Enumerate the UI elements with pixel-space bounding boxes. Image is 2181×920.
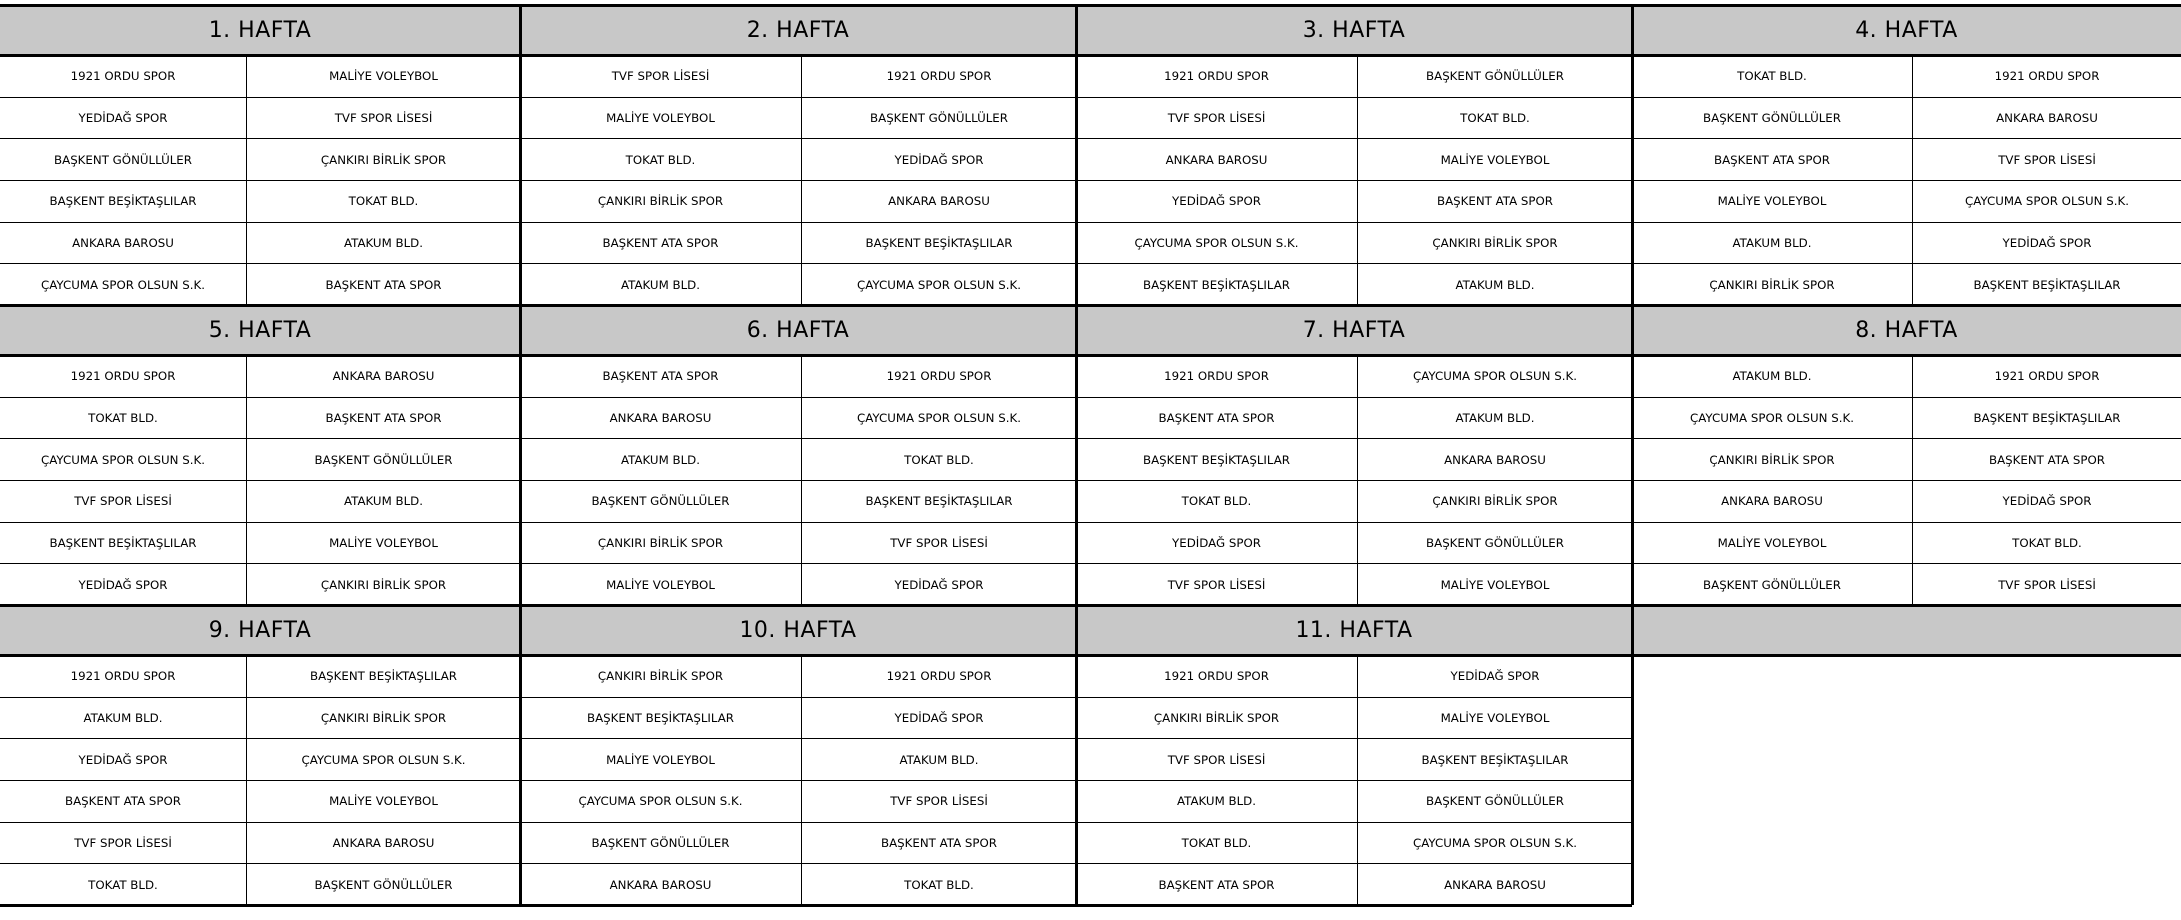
week-block [1076, 5, 1632, 305]
away-team: ANKARA BAROSU [1357, 439, 1632, 480]
grid-divider-horizontal [0, 904, 1632, 907]
fixture-grid [0, 5, 2181, 905]
match-row [1632, 55, 2181, 97]
home-team: BAŞKENT BEŞİKTAŞLILAR [1143, 277, 1290, 292]
match-row [520, 780, 1076, 822]
match-row [520, 480, 1076, 522]
home-team: ANKARA BAROSU [1165, 152, 1268, 167]
away-team: TVF SPOR LİSESİ [801, 781, 1076, 822]
away-team: ÇANKIRI BİRLİK SPOR [1357, 481, 1632, 522]
home-team: BAŞKENT GÖNÜLLÜLER [54, 152, 192, 167]
home-team: ÇAYCUMA SPOR OLSUN S.K. [1134, 235, 1299, 250]
match-row [520, 655, 1076, 697]
match-row [1632, 263, 2181, 305]
home-team: 1921 ORDU SPOR [1164, 369, 1269, 384]
match-row [1632, 355, 2181, 397]
away-team: ÇAYCUMA SPOR OLSUN S.K. [1357, 356, 1632, 397]
away-team: BAŞKENT GÖNÜLLÜLER [246, 439, 520, 480]
match-row [1632, 522, 2181, 564]
home-team: TVF SPOR LİSESİ [74, 494, 172, 509]
home-team: TVF SPOR LİSESİ [1167, 752, 1266, 767]
home-team: BAŞKENT ATA SPOR [1158, 410, 1275, 425]
away-team: MALİYE VOLEYBOL [246, 781, 520, 822]
away-team: ATAKUM BLD. [246, 223, 520, 264]
away-team: ATAKUM BLD. [801, 739, 1076, 780]
match-row [0, 180, 520, 222]
week-block [520, 605, 1076, 905]
home-team: TOKAT BLD. [88, 877, 158, 892]
home-team: ÇAYCUMA SPOR OLSUN S.K. [1690, 410, 1854, 425]
home-team: BAŞKENT ATA SPOR [602, 369, 719, 384]
home-team: ÇANKIRI BİRLİK SPOR [1709, 452, 1835, 467]
match-row [520, 522, 1076, 564]
away-team: ÇAYCUMA SPOR OLSUN S.K. [801, 398, 1076, 439]
away-team: 1921 ORDU SPOR [1912, 56, 2181, 97]
home-team: TVF SPOR LİSESİ [611, 69, 710, 84]
grid-divider-horizontal [0, 54, 2181, 57]
away-team: ÇAYCUMA SPOR OLSUN S.K. [801, 264, 1076, 305]
away-team: ÇAYCUMA SPOR OLSUN S.K. [1357, 823, 1632, 864]
match-row [0, 355, 520, 397]
grid-divider-vertical [1075, 5, 1078, 905]
away-team: BAŞKENT BEŞİKTAŞLILAR [801, 223, 1076, 264]
match-row [0, 138, 520, 180]
home-team: BAŞKENT ATA SPOR [1714, 152, 1830, 167]
week-title: 8. HAFTA [1632, 305, 2181, 355]
match-row [1632, 438, 2181, 480]
home-team: ATAKUM BLD. [1177, 794, 1256, 809]
grid-divider-vertical [1631, 5, 1634, 905]
match-row [0, 263, 520, 305]
match-row [520, 697, 1076, 739]
home-team: BAŞKENT ATA SPOR [602, 235, 719, 250]
away-team: MALİYE VOLEYBOL [1357, 139, 1632, 180]
match-row [1076, 697, 1632, 739]
week-title: 6. HAFTA [520, 305, 1076, 355]
away-team: BAŞKENT ATA SPOR [246, 264, 520, 305]
empty-header-cell [1632, 605, 2181, 655]
away-team: TVF SPOR LİSESİ [801, 523, 1076, 564]
match-row [520, 397, 1076, 439]
away-team: BAŞKENT GÖNÜLLÜLER [1357, 523, 1632, 564]
match-row [1076, 780, 1632, 822]
home-team: TOKAT BLD. [1181, 835, 1252, 850]
match-row [1076, 480, 1632, 522]
away-team: MALİYE VOLEYBOL [246, 56, 520, 97]
home-team: BAŞKENT ATA SPOR [1158, 877, 1275, 892]
away-team: ATAKUM BLD. [1357, 398, 1632, 439]
match-row [1632, 97, 2181, 139]
match-row [0, 655, 520, 697]
match-row [1632, 180, 2181, 222]
away-team: ANKARA BAROSU [1357, 864, 1632, 905]
home-team: BAŞKENT BEŞİKTAŞLILAR [49, 194, 197, 209]
home-team: YEDİDAĞ SPOR [78, 577, 168, 592]
away-team: TOKAT BLD. [1357, 98, 1632, 139]
match-row [520, 97, 1076, 139]
week-block [1076, 305, 1632, 605]
away-team: TOKAT BLD. [801, 864, 1076, 905]
match-row [0, 563, 520, 605]
home-team: BAŞKENT BEŞİKTAŞLILAR [587, 710, 734, 725]
week-block [1076, 605, 1632, 905]
match-row [520, 438, 1076, 480]
match-row [520, 138, 1076, 180]
match-row [1632, 222, 2181, 264]
away-team: BAŞKENT BEŞİKTAŞLILAR [801, 481, 1076, 522]
away-team: YEDİDAĞ SPOR [1912, 481, 2181, 522]
match-row [1076, 263, 1632, 305]
week-block [1632, 5, 2181, 305]
away-team: BAŞKENT GÖNÜLLÜLER [1357, 56, 1632, 97]
match-row [1076, 522, 1632, 564]
home-team: TVF SPOR LİSESİ [1167, 110, 1266, 125]
week-title: 7. HAFTA [1076, 305, 1632, 355]
home-team: BAŞKENT GÖNÜLLÜLER [591, 494, 730, 509]
away-team: ATAKUM BLD. [1357, 264, 1632, 305]
away-team: ANKARA BAROSU [246, 356, 520, 397]
away-team: 1921 ORDU SPOR [801, 356, 1076, 397]
away-team: BAŞKENT ATA SPOR [1912, 439, 2181, 480]
grid-divider-horizontal [0, 654, 2181, 657]
home-team: ÇANKIRI BİRLİK SPOR [1709, 277, 1835, 292]
home-team: MALİYE VOLEYBOL [1717, 194, 1827, 209]
match-row [1076, 222, 1632, 264]
away-team: 1921 ORDU SPOR [801, 56, 1076, 97]
home-team: ÇAYCUMA SPOR OLSUN S.K. [41, 277, 205, 292]
match-row [1076, 138, 1632, 180]
match-row [0, 97, 520, 139]
away-team: TVF SPOR LİSESİ [246, 98, 520, 139]
grid-divider-horizontal [0, 604, 2181, 607]
match-row [0, 480, 520, 522]
away-team: 1921 ORDU SPOR [1912, 356, 2181, 397]
away-team: TOKAT BLD. [1912, 523, 2181, 564]
week-title: 3. HAFTA [1076, 5, 1632, 55]
away-team: BAŞKENT BEŞİKTAŞLILAR [1357, 739, 1632, 780]
match-row [0, 222, 520, 264]
week-block [1632, 305, 2181, 605]
match-row [0, 780, 520, 822]
match-row [520, 180, 1076, 222]
home-team: ATAKUM BLD. [1732, 369, 1812, 384]
away-team: MALİYE VOLEYBOL [1357, 698, 1632, 739]
match-row [0, 397, 520, 439]
match-row [0, 697, 520, 739]
away-team: YEDİDAĞ SPOR [801, 698, 1076, 739]
home-team: ATAKUM BLD. [621, 277, 700, 292]
home-team: TOKAT BLD. [88, 410, 158, 425]
away-team: ÇANKIRI BİRLİK SPOR [246, 139, 520, 180]
match-row [0, 822, 520, 864]
away-team: YEDİDAĞ SPOR [801, 139, 1076, 180]
away-team: BAŞKENT ATA SPOR [801, 823, 1076, 864]
home-team: ANKARA BAROSU [72, 235, 174, 250]
home-team: TOKAT BLD. [1181, 494, 1252, 509]
home-team: BAŞKENT ATA SPOR [65, 794, 181, 809]
week-title: 1. HAFTA [0, 5, 520, 55]
home-team: ÇANKIRI BİRLİK SPOR [597, 669, 724, 684]
match-row [1076, 97, 1632, 139]
home-team: TOKAT BLD. [625, 152, 696, 167]
away-team: BAŞKENT BEŞİKTAŞLILAR [1912, 398, 2181, 439]
week-title: 4. HAFTA [1632, 5, 2181, 55]
home-team: ANKARA BAROSU [1721, 494, 1823, 509]
home-team: MALİYE VOLEYBOL [1717, 535, 1827, 550]
home-team: YEDİDAĞ SPOR [1172, 194, 1261, 209]
match-row [1076, 822, 1632, 864]
home-team: ÇAYCUMA SPOR OLSUN S.K. [578, 794, 743, 809]
home-team: ÇANKIRI BİRLİK SPOR [597, 535, 724, 550]
match-row [1076, 438, 1632, 480]
home-team: ANKARA BAROSU [609, 410, 712, 425]
away-team: TOKAT BLD. [246, 181, 520, 222]
home-team: ATAKUM BLD. [621, 452, 700, 467]
match-row [520, 55, 1076, 97]
away-team: YEDİDAĞ SPOR [1357, 656, 1632, 697]
match-row [1076, 738, 1632, 780]
week-title: 11. HAFTA [1076, 605, 1632, 655]
away-team: YEDİDAĞ SPOR [1912, 223, 2181, 264]
home-team: ANKARA BAROSU [609, 877, 712, 892]
grid-divider-horizontal [0, 354, 2181, 357]
match-row [520, 222, 1076, 264]
away-team: BAŞKENT BEŞİKTAŞLILAR [1912, 264, 2181, 305]
home-team: MALİYE VOLEYBOL [606, 577, 715, 592]
home-team: MALİYE VOLEYBOL [606, 110, 715, 125]
away-team: TVF SPOR LİSESİ [1912, 139, 2181, 180]
home-team: BAŞKENT GÖNÜLLÜLER [1703, 577, 1841, 592]
match-row [1632, 563, 2181, 605]
away-team: YEDİDAĞ SPOR [801, 564, 1076, 605]
home-team: BAŞKENT BEŞİKTAŞLILAR [1143, 452, 1290, 467]
match-row [520, 563, 1076, 605]
home-team: BAŞKENT BEŞİKTAŞLILAR [49, 535, 197, 550]
home-team: YEDİDAĞ SPOR [78, 752, 168, 767]
home-team: BAŞKENT GÖNÜLLÜLER [1703, 110, 1841, 125]
away-team: ANKARA BAROSU [801, 181, 1076, 222]
week-block [0, 305, 520, 605]
away-team: BAŞKENT ATA SPOR [1357, 181, 1632, 222]
away-team: BAŞKENT GÖNÜLLÜLER [246, 864, 520, 905]
match-row [1076, 655, 1632, 697]
match-row [1076, 563, 1632, 605]
week-block [520, 5, 1076, 305]
week-title: 9. HAFTA [0, 605, 520, 655]
away-team: MALİYE VOLEYBOL [1357, 564, 1632, 605]
match-row [520, 355, 1076, 397]
match-row [0, 863, 520, 905]
away-team: ÇAYCUMA SPOR OLSUN S.K. [246, 739, 520, 780]
away-team: BAŞKENT ATA SPOR [246, 398, 520, 439]
away-team: ANKARA BAROSU [246, 823, 520, 864]
match-row [0, 738, 520, 780]
match-row [1076, 397, 1632, 439]
match-row [0, 522, 520, 564]
away-team: ÇAYCUMA SPOR OLSUN S.K. [1912, 181, 2181, 222]
week-title: 10. HAFTA [520, 605, 1076, 655]
match-row [1076, 863, 1632, 905]
match-row [520, 263, 1076, 305]
away-team: TVF SPOR LİSESİ [1912, 564, 2181, 605]
home-team: ATAKUM BLD. [1732, 235, 1812, 250]
match-row [520, 863, 1076, 905]
home-team: ÇAYCUMA SPOR OLSUN S.K. [41, 452, 205, 467]
away-team: BAŞKENT BEŞİKTAŞLILAR [246, 656, 520, 697]
home-team: 1921 ORDU SPOR [1164, 669, 1269, 684]
away-team: TOKAT BLD. [801, 439, 1076, 480]
home-team: MALİYE VOLEYBOL [606, 752, 715, 767]
away-team: 1921 ORDU SPOR [801, 656, 1076, 697]
week-block [0, 5, 520, 305]
home-team: TVF SPOR LİSESİ [74, 835, 172, 850]
home-team: BAŞKENT GÖNÜLLÜLER [591, 835, 730, 850]
home-team: 1921 ORDU SPOR [1164, 69, 1269, 84]
grid-divider-vertical [519, 5, 522, 905]
away-team: ÇANKIRI BİRLİK SPOR [246, 564, 520, 605]
match-row [1632, 138, 2181, 180]
week-title: 2. HAFTA [520, 5, 1076, 55]
match-row [1076, 55, 1632, 97]
match-row [1632, 480, 2181, 522]
home-team: ÇANKIRI BİRLİK SPOR [597, 194, 724, 209]
match-row [0, 438, 520, 480]
grid-divider-horizontal [0, 304, 2181, 307]
match-row [1076, 180, 1632, 222]
week-block [520, 305, 1076, 605]
home-team: YEDİDAĞ SPOR [1172, 535, 1261, 550]
grid-divider-horizontal [0, 4, 2181, 7]
match-row [520, 822, 1076, 864]
home-team: YEDİDAĞ SPOR [78, 110, 168, 125]
home-team: TOKAT BLD. [1737, 69, 1807, 84]
match-row [1632, 397, 2181, 439]
away-team: ÇANKIRI BİRLİK SPOR [246, 698, 520, 739]
away-team: BAŞKENT GÖNÜLLÜLER [1357, 781, 1632, 822]
home-team: 1921 ORDU SPOR [70, 69, 176, 84]
week-title: 5. HAFTA [0, 305, 520, 355]
away-team: ATAKUM BLD. [246, 481, 520, 522]
away-team: BAŞKENT GÖNÜLLÜLER [801, 98, 1076, 139]
week-block [0, 605, 520, 905]
home-team: ÇANKIRI BİRLİK SPOR [1153, 710, 1280, 725]
match-row [1076, 355, 1632, 397]
home-team: 1921 ORDU SPOR [70, 369, 176, 384]
home-team: TVF SPOR LİSESİ [1167, 577, 1266, 592]
home-team: ATAKUM BLD. [83, 710, 163, 725]
home-team: 1921 ORDU SPOR [70, 669, 176, 684]
away-team: ÇANKIRI BİRLİK SPOR [1357, 223, 1632, 264]
away-team: ANKARA BAROSU [1912, 98, 2181, 139]
away-team: MALİYE VOLEYBOL [246, 523, 520, 564]
match-row [0, 55, 520, 97]
match-row [520, 738, 1076, 780]
